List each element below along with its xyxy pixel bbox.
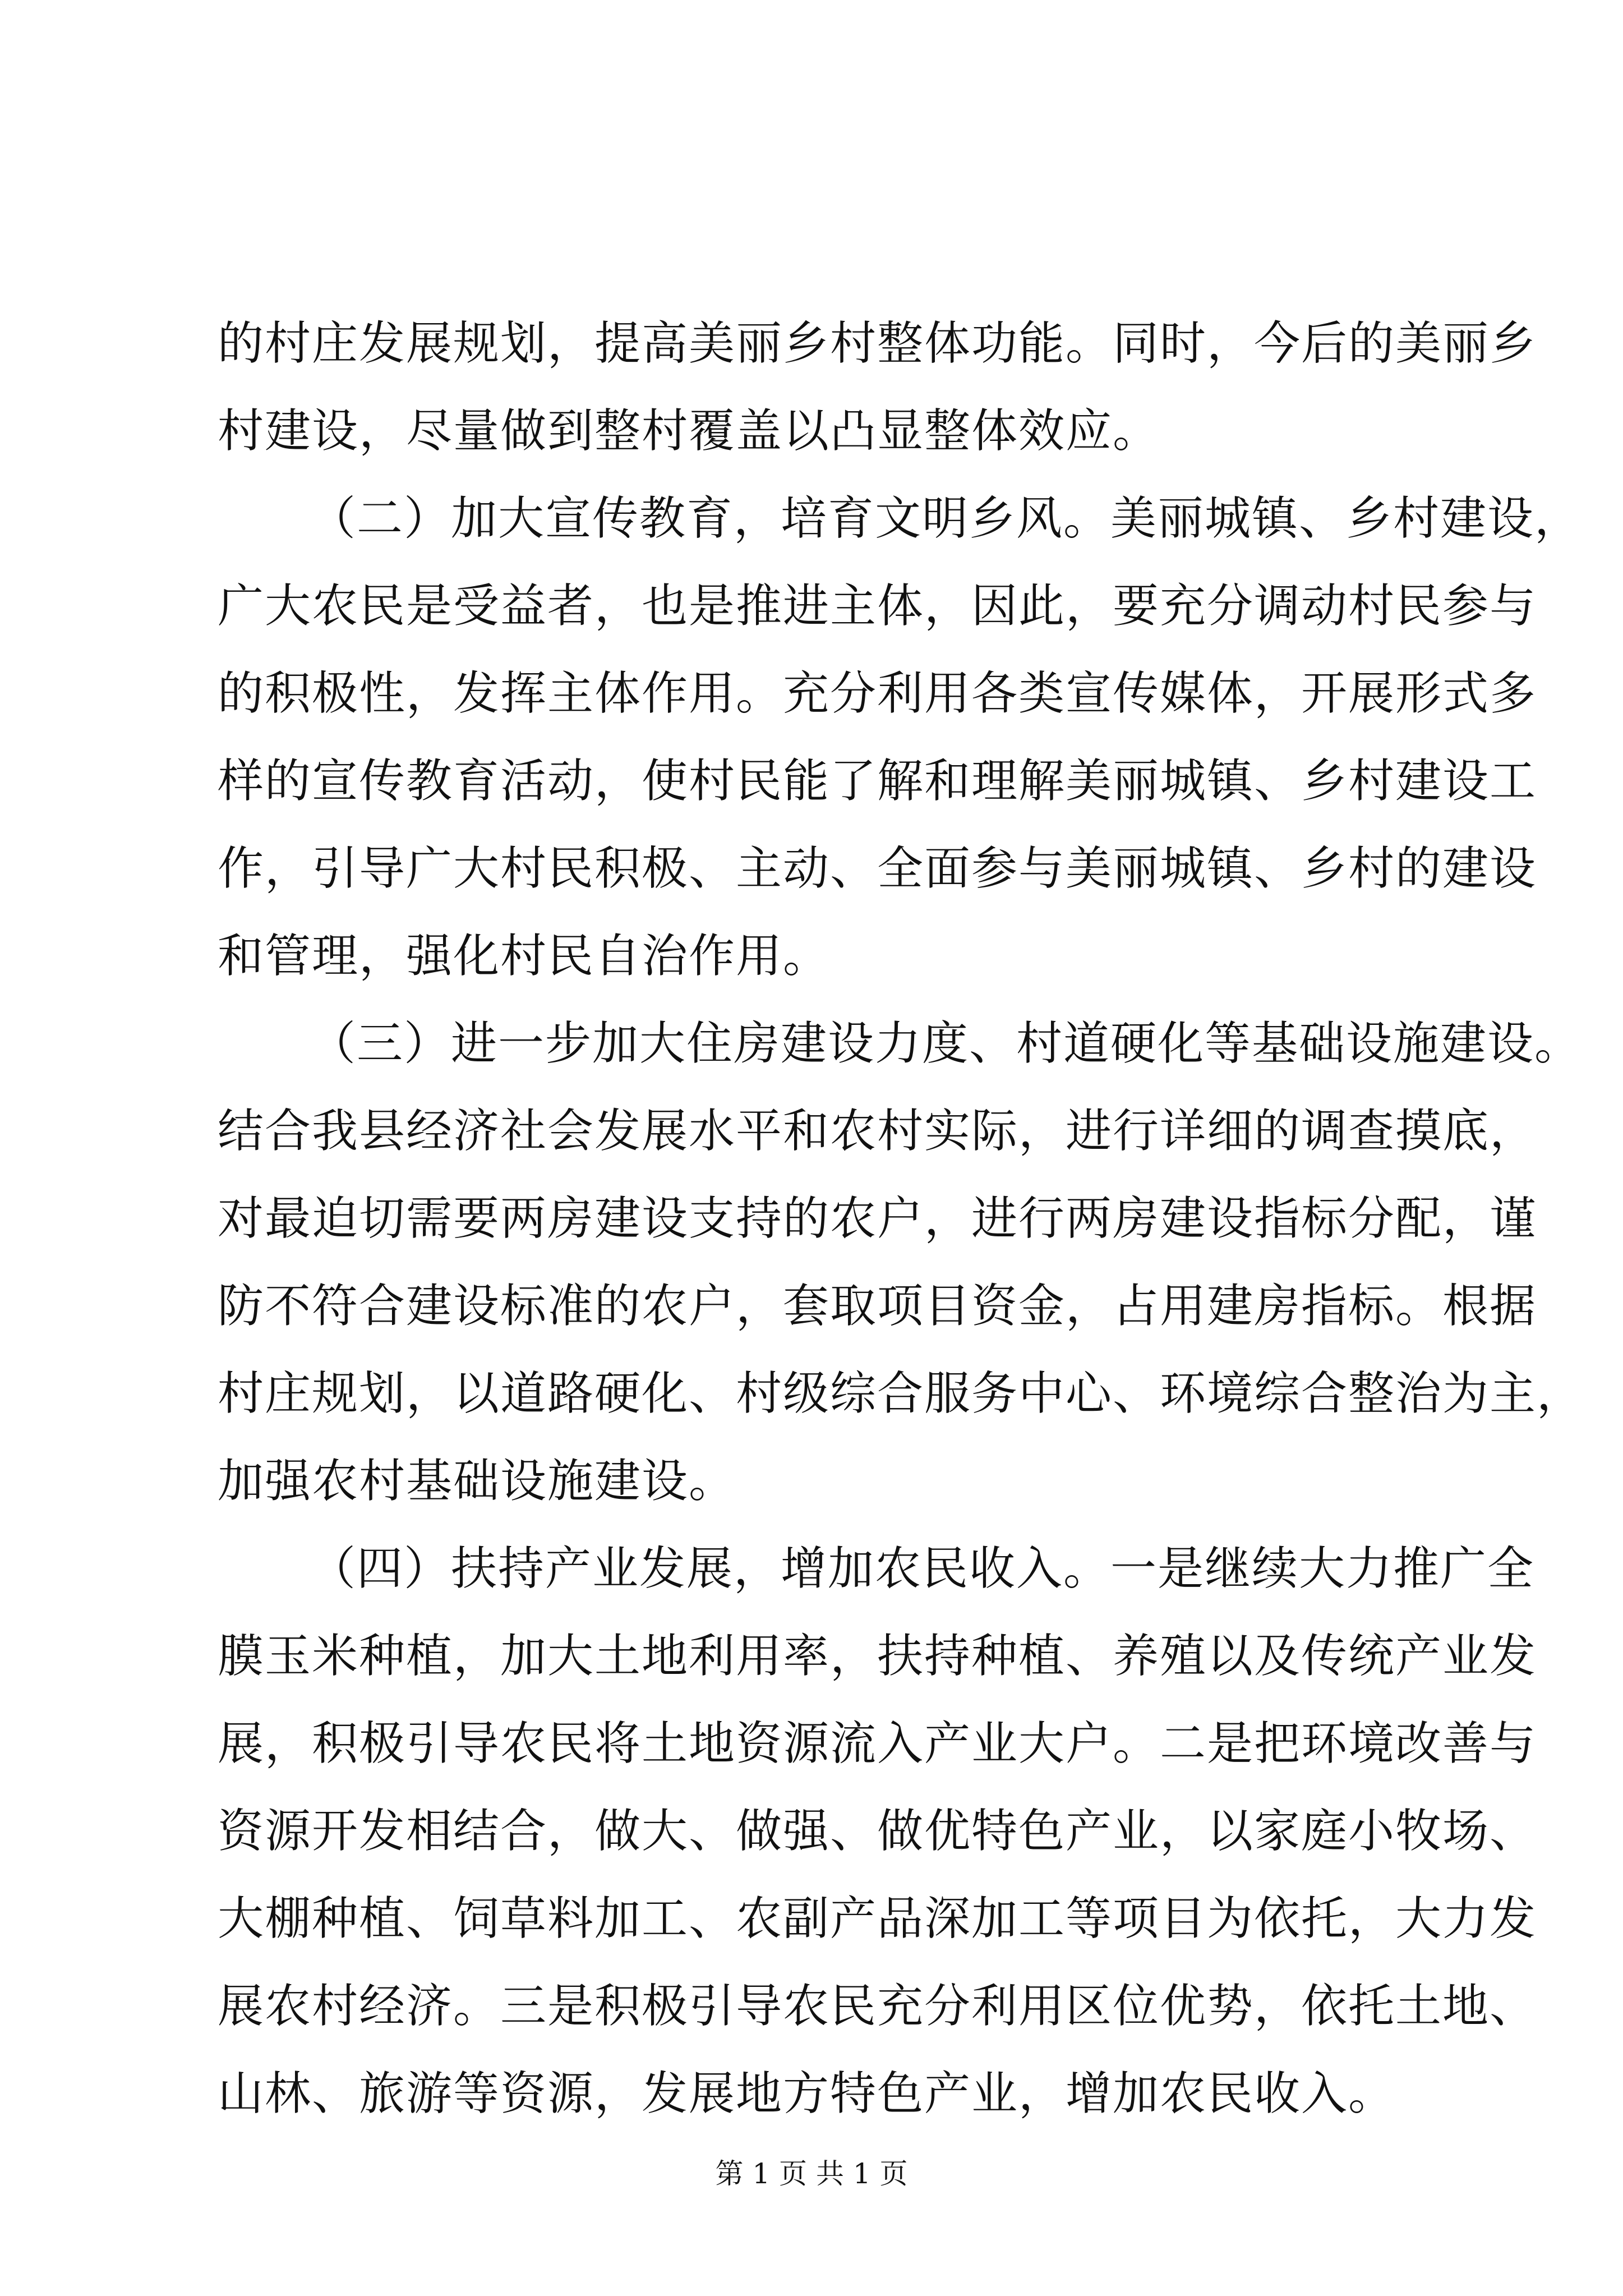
text-line: 山林、旅游等资源，发展地方特色产业，增加农民收入。 <box>218 2067 1396 2120</box>
text-line: 作，引导广大村民积极、主动、全面参与美丽城镇、乡村的建设 <box>218 842 1537 895</box>
text-line: 的村庄发展规划，提高美丽乡村整体功能。同时，今后的美丽乡 <box>218 317 1537 370</box>
text-line: （三）进一步加大住房建设力度、村道硬化等基础设施建设。 <box>310 1017 1582 1070</box>
text-line: 村建设，尽量做到整村覆盖以凸显整体效应。 <box>218 404 1160 458</box>
text-line: 膜玉米种植，加大土地利用率，扶持种植、养殖以及传统产业发 <box>218 1630 1537 1683</box>
text-line: 广大农民是受益者，也是推进主体，因此，要充分调动村民参与 <box>218 579 1537 633</box>
document-body <box>218 300 1584 2138</box>
page-number-footer: 第 1 页 共 1 页 <box>715 2157 908 2190</box>
text-line: （四）扶持产业发展，增加农民收入。一是继续大力推广全 <box>310 1542 1535 1595</box>
text-line: 资源开发相结合，做大、做强、做优特色产业，以家庭小牧场、 <box>218 1805 1537 1858</box>
text-line: 的积极性，发挥主体作用。充分利用各类宣传媒体，开展形式多 <box>218 667 1537 720</box>
text-line: 加强农村基础设施建设。 <box>218 1455 736 1508</box>
text-line: 村庄规划，以道路硬化、村级综合服务中心、环境综合整治为主， <box>218 1367 1584 1420</box>
text-line: 对最迫切需要两房建设支持的农户，进行两房建设指标分配，谨 <box>218 1192 1537 1245</box>
text-line: 防不符合建设标准的农户，套取项目资金，占用建房指标。根据 <box>218 1280 1537 1333</box>
text-line: 展农村经济。三是积极引导农民充分利用区位优势，依托土地、 <box>218 1980 1537 2033</box>
text-line: （二）加大宣传教育，培育文明乡风。美丽城镇、乡村建设， <box>310 492 1582 545</box>
text-line: 和管理，强化村民自治作用。 <box>218 930 831 983</box>
text-line: 样的宣传教育活动，使村民能了解和理解美丽城镇、乡村建设工 <box>218 754 1537 808</box>
text-line: 大棚种植、饲草料加工、农副产品深加工等项目为依托，大力发 <box>218 1892 1537 1945</box>
text-line: 展，积极引导农民将土地资源流入产业大户。二是把环境改善与 <box>218 1717 1537 1770</box>
text-line: 结合我县经济社会发展水平和农村实际，进行详细的调查摸底， <box>218 1105 1537 1158</box>
